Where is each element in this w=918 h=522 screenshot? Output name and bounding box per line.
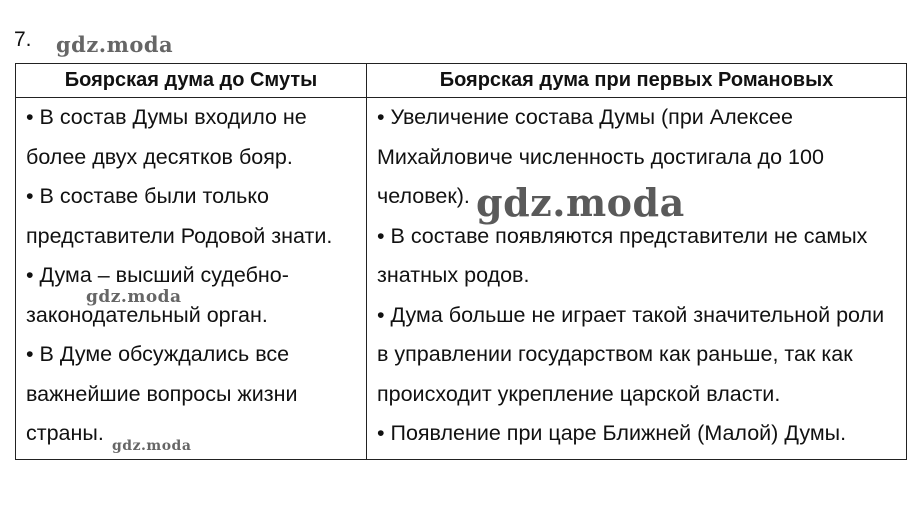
list-item: • В Думе обсуждались все важнейшие вопросы жизни страны. xyxy=(26,342,298,445)
table-row xyxy=(16,98,907,460)
watermark: gdz.moda xyxy=(476,180,685,225)
list-item: • Дума – высший судебно-законодательный орган. xyxy=(26,263,289,327)
cell-before-troubles xyxy=(16,98,367,460)
list-item: • В состав Думы входило не более двух десятков бояр. xyxy=(26,105,307,169)
list-item: • Появление при царе Ближней (Малой) Думы. xyxy=(377,421,847,445)
comparison-table xyxy=(15,63,907,460)
table-header-row xyxy=(16,64,907,98)
task-number: 7. xyxy=(14,28,32,51)
list-item: • В составе были только представители Родовой знати. xyxy=(26,184,333,248)
watermark: gdz.moda xyxy=(86,287,182,307)
list-item: • В составе появляются представители не самых знатных родов. xyxy=(377,223,868,287)
watermark: gdz.moda xyxy=(112,438,192,454)
cell-first-romanovs xyxy=(367,98,907,460)
watermark: gdz.moda xyxy=(56,32,174,57)
header-before-troubles: Боярская дума до Смуты xyxy=(16,64,367,98)
list-item: • Увеличение состава Думы (при Алексее Михайловиче численность достигала до 100 человек). xyxy=(377,105,824,208)
list-item: • Дума больше не играет такой значительной роли в управлении государством как раньше, так как происходит укрепление царской власти. xyxy=(377,302,885,406)
header-first-romanovs: Боярская дума при первых Романовых xyxy=(367,64,907,98)
